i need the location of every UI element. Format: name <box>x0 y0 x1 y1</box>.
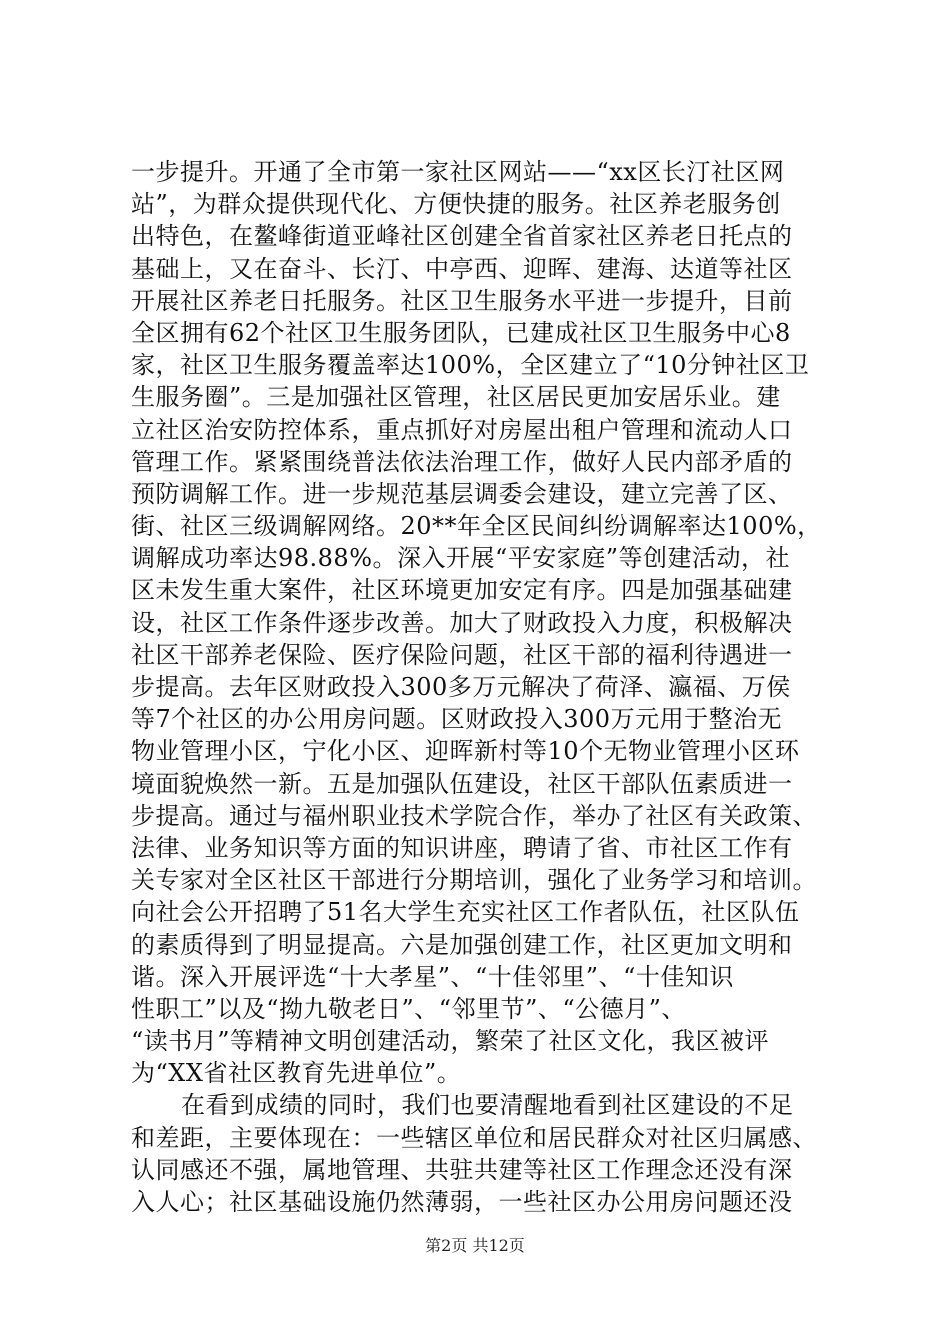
text-line: 步提高。去年区财政投入300多万元解决了荷泽、瀛福、万侯 <box>131 673 791 701</box>
text-line: 等7个社区的办公用房问题。区财政投入300万元用于整治无 <box>131 705 783 734</box>
text-line: 立社区治安防控体系，重点抓好对房屋出租户管理和流动人口 <box>131 415 793 444</box>
paragraph-first-line: 在看到成绩的同时，我们也要清醒地看到社区建设的不足 <box>181 1091 794 1120</box>
text-line: 的素质得到了明显提高。六是加强创建工作，社区更加文明和 <box>131 930 793 959</box>
text-line: 家，社区卫生服务覆盖率达100%，全区建立了“10分钟社区卫 <box>131 351 810 380</box>
text-line: 调解成功率达98.88%。深入开展“平安家庭”等创建活动，社 <box>131 544 791 573</box>
text-line: 性职工”以及“拗九敬老日”、“邻里节”、“公德月”、 <box>131 994 686 1023</box>
text-line: 生服务圈”。三是加强社区管理，社区居民更加安居乐业。建 <box>131 383 781 412</box>
text-line: 和差距，主要体现在：一些辖区单位和居民群众对社区归属感、 <box>131 1123 817 1152</box>
text-line: 全区拥有62个社区卫生服务团队，已建成社区卫生服务中心8 <box>131 318 791 347</box>
text-line: 区未发生重大案件，社区环境更加安定有序。四是加强基础建 <box>131 576 793 605</box>
text-line: 为“XX省社区教育先进单位”。 <box>131 1059 462 1088</box>
text-line: 入人心；社区基础设施仍然薄弱，一些社区办公用房问题还没 <box>131 1188 793 1216</box>
text-line: 一步提升。开通了全市第一家社区网站——“xx区长汀社区网 <box>131 158 785 186</box>
text-line: 预防调解工作。进一步规范基层调委会建设，建立完善了区、 <box>131 479 793 508</box>
text-line: 站”，为群众提供现代化、方便快捷的服务。社区养老服务创 <box>131 190 781 219</box>
text-line: 管理工作。紧紧围绕普法依法治理工作，做好人民内部矛盾的 <box>131 447 793 476</box>
text-line: 法律、业务知识等方面的知识讲座，聘请了省、市社区工作有 <box>131 833 793 862</box>
text-line: 出特色，在鳌峰街道亚峰社区创建全省首家社区养老日托点的 <box>131 222 793 251</box>
body-text <box>131 156 831 1218</box>
text-line: 社区干部养老保险、医疗保险问题，社区干部的福利待遇进一 <box>131 640 793 669</box>
text-line: 步提高。通过与福州职业技术学院合作，举办了社区有关政策、 <box>131 801 817 830</box>
text-line: 谐。深入开展评选“十大孝星”、“十佳邻里”、“十佳知识 <box>131 962 734 991</box>
text-line: 境面貌焕然一新。五是加强队伍建设，社区干部队伍素质进一 <box>131 769 793 798</box>
text-line: 设，社区工作条件逐步改善。加大了财政投入力度，积极解决 <box>131 608 793 637</box>
text-line: 街、社区三级调解网络。20**年全区民间纠纷调解率达100%， <box>131 512 822 541</box>
text-line: 开展社区养老日托服务。社区卫生服务水平进一步提升，目前 <box>131 286 793 315</box>
text-line: 基础上，又在奋斗、长汀、中亭西、迎晖、建海、达道等社区 <box>131 254 793 283</box>
text-line: 向社会公开招聘了51名大学生充实社区工作者队伍，社区队伍 <box>131 898 800 927</box>
text-line: 认同感还不强，属地管理、共驻共建等社区工作理念还没有深 <box>131 1155 793 1184</box>
page-number-footer: 第2页 共12页 <box>425 1236 525 1255</box>
text-line: 物业管理小区，宁化小区、迎晖新村等10个无物业管理小区环 <box>131 737 800 766</box>
text-line: 关专家对全区社区干部进行分期培训，强化了业务学习和培训。 <box>131 866 817 895</box>
text-line: “读书月”等精神文明创建活动，繁荣了社区文化，我区被评 <box>131 1027 770 1056</box>
